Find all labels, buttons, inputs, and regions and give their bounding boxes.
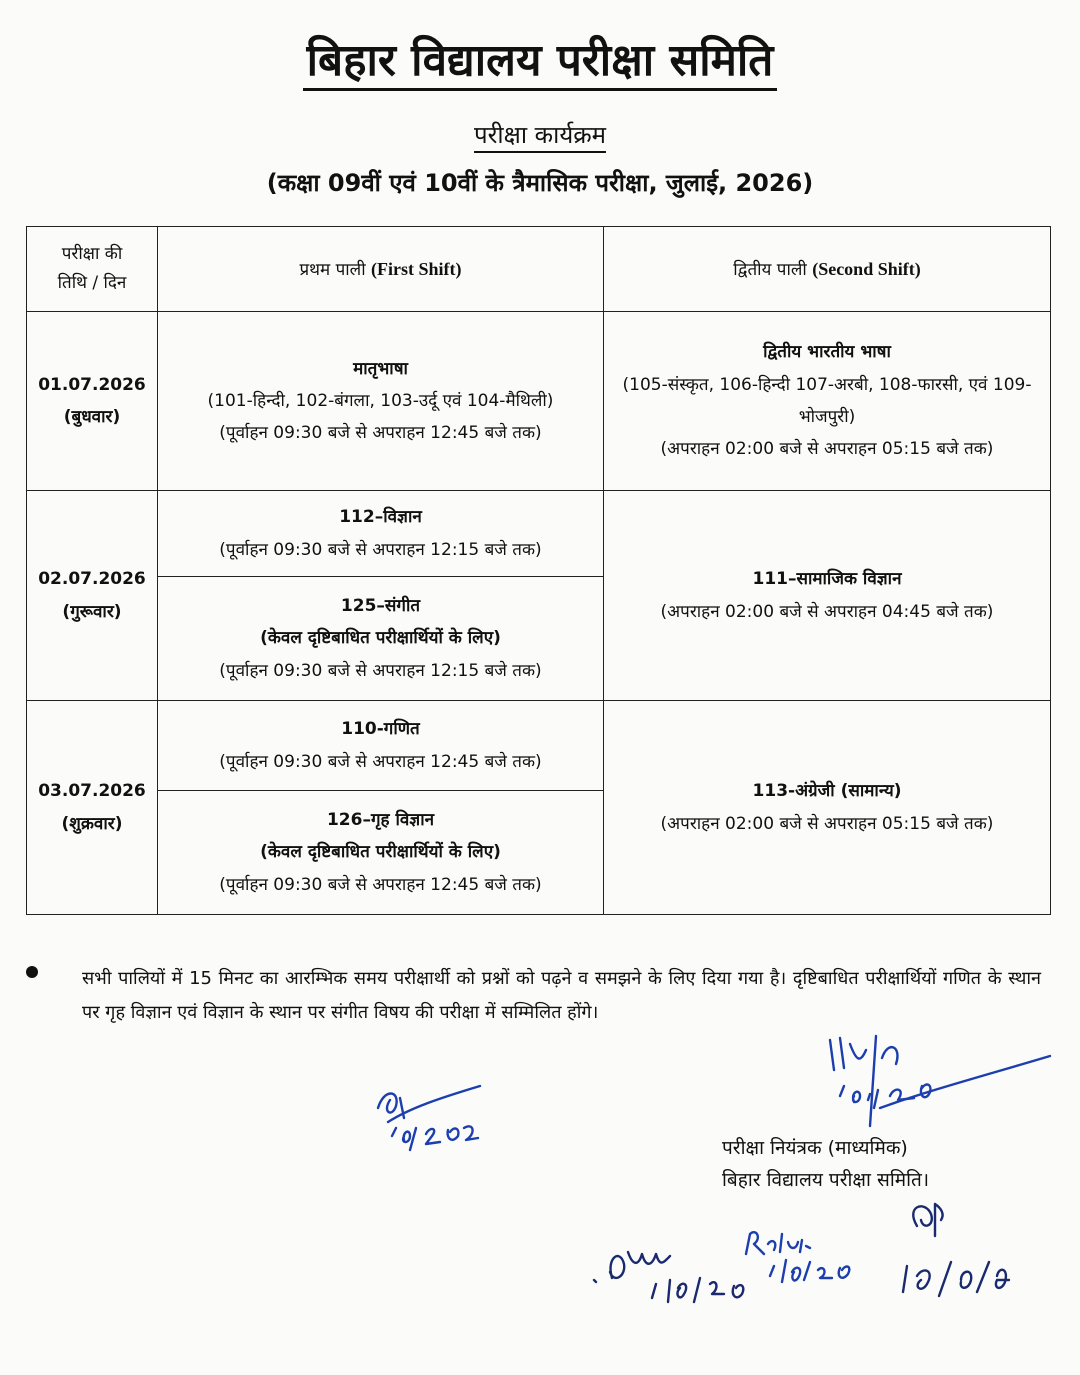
date-cell (27, 491, 158, 701)
subject-name: मातृभाषा (353, 358, 408, 379)
document-title (0, 28, 1080, 88)
signatory-office: बिहार विद्यालय परीक्षा समिति। (722, 1169, 930, 1191)
shift-time: (पूर्वाहन 09:30 बजे से अपराहन 12:45 बजे तक) (219, 874, 542, 895)
table-row (27, 701, 1051, 791)
header-first-shift (158, 227, 604, 312)
subject-detail: (101-हिन्दी, 102-बंगला, 103-उर्दू एवं 104-मैथिली) (207, 390, 554, 411)
header-second-shift-en: (Second Shift) (812, 258, 921, 279)
subject-name: द्वितीय भारतीय भाषा (763, 342, 891, 363)
shift-time: (अपराहन 02:00 बजे से अपराहन 04:45 बजे तक) (660, 601, 994, 622)
header-second-shift-hi: द्वितीय पाली (733, 259, 807, 280)
shift-time: (पूर्वाहन 09:30 बजे से अपराहन 12:15 बजे तक) (219, 660, 542, 681)
subject-note: (केवल दृष्टिबाधित परीक्षार्थियों के लिए) (260, 628, 501, 649)
header-date: परीक्षा की तिथि / दिन (27, 227, 158, 312)
date-cell (27, 701, 158, 915)
subject-name: 111–सामाजिक विज्ञान (752, 569, 902, 590)
table-row (27, 312, 1051, 491)
first-shift-cell (158, 577, 604, 701)
shift-time: (पूर्वाहन 09:30 बजे से अपराहन 12:45 बजे तक) (219, 751, 542, 772)
document-subtitle (0, 118, 1080, 151)
first-shift-cell (158, 491, 604, 577)
table-header-row (27, 227, 1051, 312)
exam-day: (शुक्रवार) (61, 813, 123, 834)
handwritten-signature-bottom-2 (740, 1220, 870, 1300)
exam-date: 03.07.2026 (38, 781, 146, 802)
first-shift-cell (158, 791, 604, 915)
exam-date: 02.07.2026 (38, 569, 146, 590)
date-cell (27, 312, 158, 491)
handwritten-signature-left (370, 1078, 520, 1158)
subject-note: (केवल दृष्टिबाधित परीक्षार्थियों के लिए) (260, 842, 501, 863)
notes-section (26, 962, 1041, 1030)
signatory-block (722, 1132, 929, 1196)
header-first-shift-en: (First Shift) (371, 258, 462, 279)
first-shift-cell (158, 312, 604, 491)
shift-time: (अपराहन 02:00 बजे से अपराहन 05:15 बजे तक) (660, 813, 994, 834)
shift-time: (पूर्वाहन 09:30 बजे से अपराहन 12:15 बजे तक) (219, 539, 542, 560)
schedule-heading: परीक्षा कार्यक्रम (474, 121, 606, 153)
subject-name: 126–गृह विज्ञान (326, 810, 435, 831)
bullet-icon (26, 966, 38, 978)
second-shift-cell (604, 491, 1051, 701)
first-shift-cell (158, 701, 604, 791)
shift-time: (पूर्वाहन 09:30 बजे से अपराहन 12:45 बजे तक) (219, 423, 542, 444)
second-shift-cell (604, 701, 1051, 915)
exam-day: (गुरूवार) (62, 601, 122, 622)
subject-name: 125–संगीत (340, 596, 421, 617)
handwritten-signature-right (810, 1030, 1060, 1140)
exam-date: 01.07.2026 (38, 374, 146, 395)
shift-time: (अपराहन 02:00 बजे से अपराहन 05:15 बजे तक) (660, 439, 994, 460)
header-second-shift (604, 227, 1051, 312)
header-first-shift-hi: प्रथम पाली (299, 259, 366, 280)
org-name: बिहार विद्यालय परीक्षा समिति (303, 35, 778, 91)
signatory-designation: परीक्षा नियंत्रक (माध्यमिक) (722, 1137, 908, 1159)
table-row (27, 491, 1051, 577)
exam-day: (बुधवार) (63, 407, 121, 427)
handwritten-signature-bottom-3 (895, 1196, 1025, 1306)
handwritten-signature-bottom-1 (590, 1218, 760, 1308)
second-shift-cell (604, 312, 1051, 491)
exam-schedule-table (26, 226, 1051, 915)
subject-name: 113-अंग्रेजी (सामान्य) (752, 781, 902, 802)
schedule-description: (कक्षा 09वीं एवं 10वीं के त्रैमासिक परीक्षा, जुलाई, 2026) (266, 169, 814, 197)
subject-name: 110-गणित (341, 719, 420, 740)
note-text: सभी पालियों में 15 मिनट का आरम्भिक समय परीक्षार्थी को प्रश्नों को पढ़ने व समझने के लिए दिया गया है। दृष्टिबाधित परीक्षार्थियों गणित के स्थान पर गृह विज्ञान एवं विज्ञान के स्थान पर संगीत विषय की परीक्षा में सम्मिलित होंगे। (82, 968, 1041, 1023)
subject-name: 112–विज्ञान (339, 507, 422, 528)
subject-detail: (105-संस्कृत, 106-हिन्दी 107-अरबी, 108-फारसी, एवं 109-भोजपुरी) (622, 374, 1032, 427)
